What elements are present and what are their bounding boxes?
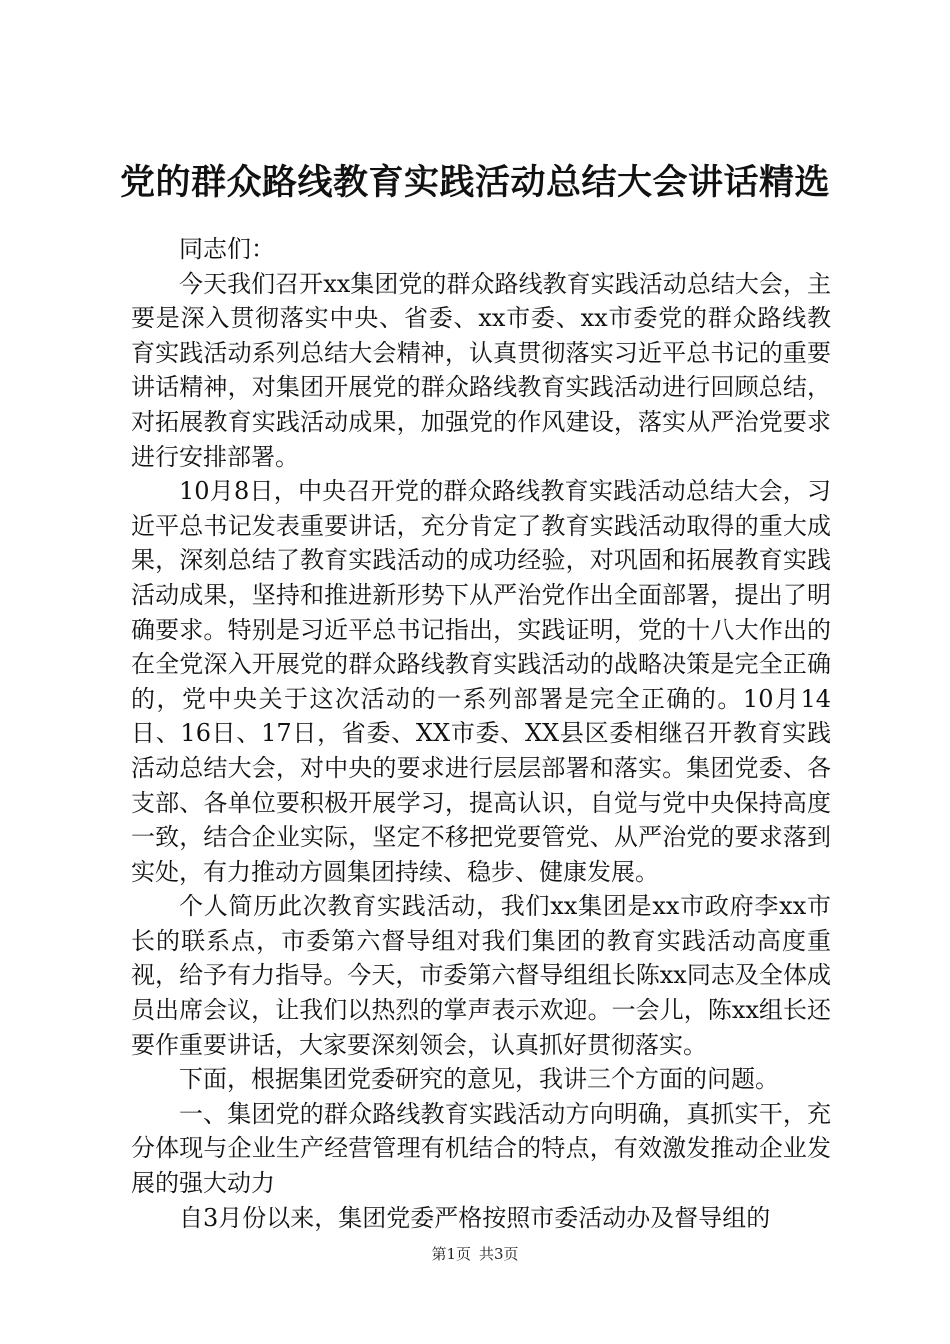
document-title: 党的群众路线教育实践活动总结大会讲话精选 (119, 162, 830, 203)
page-total: 共3页 (479, 1245, 519, 1263)
paragraph: 个人简历此次教育实践活动，我们xx集团是xx市政府李xx市长的联系点，市委第六督导组对我们集团的教育实践活动高度重视，给予有力指导。今天，市委第六督导组组长陈xx同志及全体成员出席会议，让我们以热烈的掌声表示欢迎。一会儿，陈xx组长还要作重要讲话，大家要深刻领会，认真抓好贯彻落实。 (131, 892, 831, 1059)
page-number: 第1页 (431, 1245, 471, 1263)
page-footer (0, 1244, 950, 1264)
section-heading: 一、集团党的群众路线教育实践活动方向明确，真抓实干，充分体现与企业生产经营管理有机结合的特点，有效激发推动企业发展的强大动力 (131, 1099, 831, 1198)
paragraph: 今天我们召开xx集团党的群众路线教育实践活动总结大会，主要是深入贯彻落实中央、省委、xx市委、xx市委党的群众路线教育实践活动系列总结大会精神，认真贯彻落实习近平总书记的重要讲话精神，对集团开展党的群众路线教育实践活动进行回顾总结，对拓展教育实践活动成果，加强党的作风建设，落实从严治党要求进行安排部署。 (131, 269, 831, 471)
paragraph: 下面，根据集团党委研究的意见，我讲三个方面的问题。 (179, 1065, 779, 1094)
paragraph-salutation: 同志们： (179, 235, 275, 263)
document-body (131, 232, 831, 1235)
paragraph: 10月8日，中央召开党的群众路线教育实践活动总结大会，习近平总书记发表重要讲话，充分肯定了教育实践活动取得的重大成果，深刻总结了教育实践活动的成功经验，对巩固和拓展教育实践活动成果，坚持和推进新形势下从严治党作出全面部署，提出了明确要求。特别是习近平总书记指出，实践证明，党的十八大作出的在全党深入开展党的群众路线教育实践活动的战略决策是完全正确的，党中央关于这次活动的一系列部署是完全正确的。10月14日、16日、17日，省委、XX市委、XX县区委相继召开教育实践活动总结大会，对中央的要求进行层层部署和落实。集团党委、各支部、各单位要积极开展学习，提高认识，自觉与党中央保持高度一致，结合企业实际，坚定不移把党要管党、从严治党的要求落到实处，有力推动方圆集团持续、稳步、健康发展。 (131, 477, 831, 886)
paragraph: 自3月份以来，集团党委严格按照市委活动办及督导组的 (179, 1203, 771, 1232)
